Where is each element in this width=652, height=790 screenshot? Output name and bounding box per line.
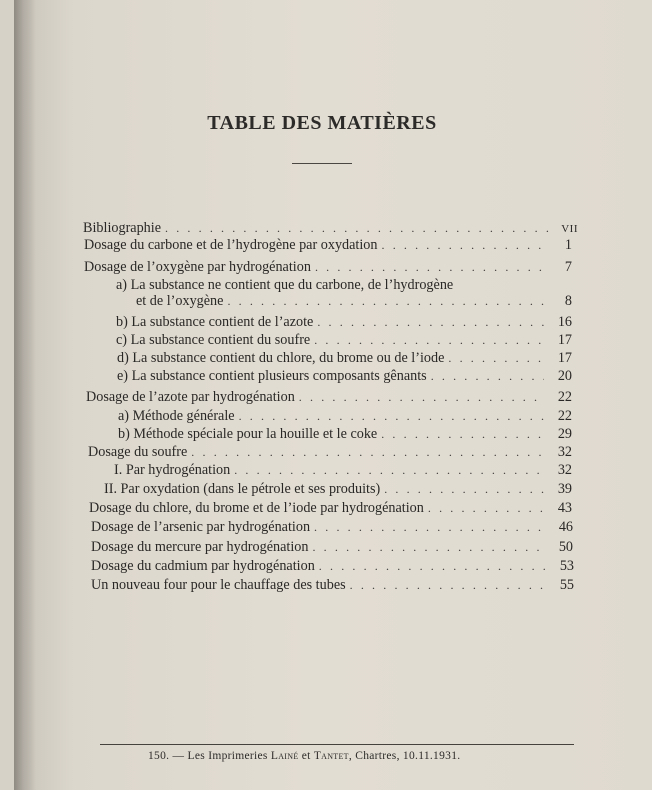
toc-entry-label: Dosage de l’azote par hydrogénation	[86, 389, 295, 405]
toc-entry-page: 8	[564, 293, 572, 309]
page-title: TABLE DES MATIÈRES	[207, 112, 437, 134]
toc-entry-page: 17	[557, 350, 572, 366]
toc-entry-page: 32	[557, 444, 572, 460]
colophon-text: Les Imprimeries	[187, 750, 268, 762]
leader-dots	[431, 367, 544, 385]
toc-entry-label: Dosage du mercure par hydrogénation	[91, 539, 309, 555]
toc-entry-page: 50	[558, 539, 573, 555]
toc-entry	[117, 367, 572, 385]
leader-dots	[191, 443, 544, 461]
toc-entry-label: e) La substance contient plusieurs composants gênants	[117, 368, 427, 384]
colophon-printer-name: Lainé	[270, 750, 299, 762]
leader-dots	[315, 258, 544, 276]
toc-entry-label: b) La substance contient de l’azote	[116, 314, 314, 330]
toc-entry-label: Dosage de l’oxygène par hydrogénation	[84, 259, 311, 275]
toc-entry	[117, 349, 572, 367]
toc-entry-page: 22	[557, 389, 572, 405]
toc-entry-label: Dosage du cadmium par hydrogénation	[91, 558, 315, 574]
leader-dots	[317, 313, 544, 331]
toc-entry	[91, 538, 573, 556]
toc-entry-label: Dosage de l’arsenic par hydrogénation	[91, 519, 311, 535]
toc-entry	[114, 461, 572, 479]
leader-dots	[239, 407, 544, 425]
leader-dots	[299, 388, 544, 406]
leader-dots	[314, 518, 545, 536]
toc-entry-page: 1	[564, 237, 572, 253]
toc-entry	[83, 219, 578, 237]
toc-entry	[118, 425, 572, 443]
footer-rule	[100, 744, 574, 745]
toc-entry-label: a) Méthode générale	[118, 408, 235, 424]
toc-entry	[84, 236, 572, 254]
toc-entry-label: Dosage du chlore, du brome et de l’iode par hydrogénation	[89, 500, 424, 516]
colophon-place-date: Chartres, 10.11.1931.	[355, 750, 461, 762]
toc-entry-label: d) La substance contient du chlore, du brome ou de l’iode	[117, 350, 445, 366]
toc-entry	[116, 331, 572, 349]
toc-entry-page: VII	[561, 223, 578, 235]
toc-entry-label: Dosage du soufre	[88, 444, 188, 460]
toc-entry-page: 39	[557, 481, 572, 497]
toc-entry-label: c) La substance contient du soufre	[116, 332, 311, 348]
leader-dots	[384, 480, 544, 498]
toc-entry-page: 53	[559, 558, 574, 574]
leader-dots	[428, 499, 544, 517]
toc-entry	[116, 313, 572, 331]
leader-dots	[312, 538, 545, 556]
toc-entry-page: 43	[557, 500, 572, 516]
leader-dots	[350, 576, 546, 594]
toc-entry	[91, 557, 574, 575]
toc-entry	[104, 480, 572, 498]
toc-entry-label: Dosage du carbone et de l’hydrogène par oxydation	[84, 237, 378, 253]
toc-entry-page: 46	[558, 519, 573, 535]
leader-dots	[314, 331, 544, 349]
toc-entry-label: b) Méthode spéciale pour la houille et le coke	[118, 426, 378, 442]
printer-colophon	[148, 750, 460, 762]
toc-entry-page: 17	[557, 332, 572, 348]
colophon-and: et	[301, 750, 311, 762]
toc-entry-label: II. Par oxydation (dans le pétrole et ses produits)	[104, 481, 381, 497]
toc-entry	[136, 292, 572, 310]
colophon-printer-name: Tantet,	[313, 750, 353, 762]
toc-entry-label: et de l’oxygène	[136, 293, 224, 309]
toc-entry-page: 16	[557, 314, 572, 330]
toc-entry-label: I. Par hydrogénation	[114, 462, 231, 478]
toc-entry-label: Un nouveau four pour le chauffage des tubes	[91, 577, 346, 593]
leader-dots	[381, 425, 544, 443]
leader-dots	[319, 557, 546, 575]
toc-entry-page: 7	[564, 259, 572, 275]
colophon-number: 150.	[148, 750, 170, 762]
leader-dots	[234, 461, 544, 479]
toc-entry-page: 29	[557, 426, 572, 442]
toc-entry-page: 32	[557, 462, 572, 478]
toc-entry	[118, 407, 572, 425]
leader-dots	[448, 349, 544, 367]
leader-dots	[165, 219, 550, 237]
toc-entry	[88, 443, 572, 461]
leader-dots	[382, 236, 545, 254]
toc-entry	[89, 499, 572, 517]
toc-entry-page: 22	[557, 408, 572, 424]
toc-entry-page: 55	[559, 577, 574, 593]
colophon-dash: —	[172, 750, 185, 762]
toc-entry-page: 20	[557, 368, 572, 384]
toc-entry	[91, 518, 573, 536]
toc-entry-label: Bibliographie	[83, 220, 162, 236]
leader-dots	[227, 292, 544, 310]
toc-entry-label: a) La substance ne contient que du carbone, de l’hydrogène	[116, 277, 454, 293]
toc-entry	[86, 388, 572, 406]
toc-entry	[84, 258, 572, 276]
toc-entry	[91, 576, 574, 594]
